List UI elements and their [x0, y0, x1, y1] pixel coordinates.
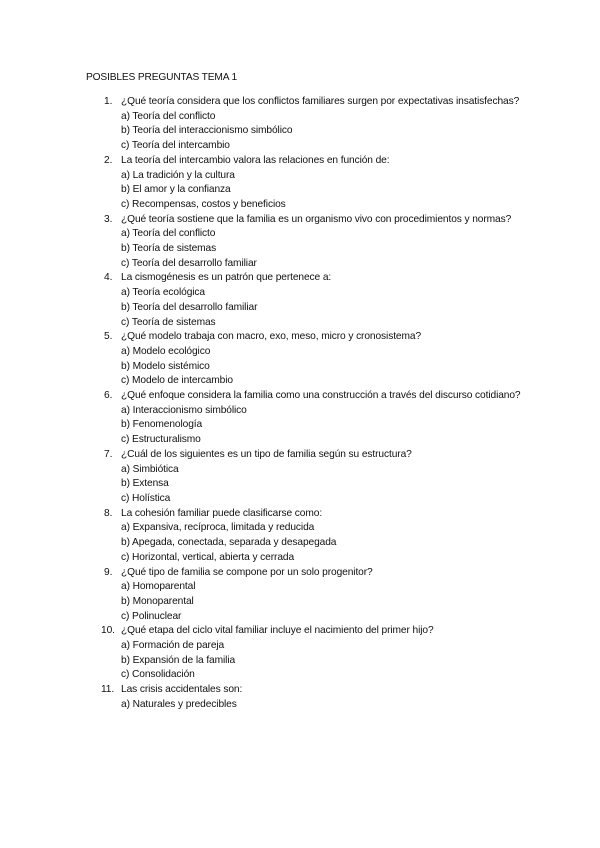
question-line	[0, 624, 521, 639]
question-item	[0, 448, 600, 507]
answer-option: b) El amor y la confianza	[121, 184, 231, 196]
question-line	[0, 448, 521, 463]
question-text: Las crisis accidentales son:	[121, 684, 243, 696]
question-text: La teoría del intercambio valora las relaciones en función de:	[121, 154, 390, 166]
option-list	[0, 521, 600, 565]
question-line	[0, 389, 521, 404]
answer-option: c) Estructuralismo	[121, 434, 201, 446]
answer-option: b) Teoría del interaccionismo simbólico	[121, 125, 293, 137]
question-item	[0, 683, 600, 712]
question-line	[0, 154, 521, 169]
answer-option: c) Teoría del desarrollo familiar	[121, 257, 257, 269]
answer-option: a) Teoría del conflicto	[121, 110, 216, 122]
question-item	[0, 213, 600, 272]
answer-option: c) Teoría de sistemas	[121, 316, 216, 328]
question-text: La cismogénesis es un patrón que pertenece a:	[121, 272, 332, 284]
question-text: ¿Cuál de los siguientes es un tipo de familia según su estructura?	[121, 448, 412, 460]
question-item	[0, 507, 600, 566]
question-number: 6.	[104, 390, 113, 402]
option-list	[0, 110, 600, 154]
question-list	[0, 95, 600, 713]
answer-option: b) Expansión de la familia	[121, 654, 236, 666]
question-text: ¿Qué tipo de familia se compone por un solo progenitor?	[121, 566, 373, 578]
document-title: POSIBLES PREGUNTAS TEMA 1	[86, 72, 237, 83]
answer-option: c) Teoría del intercambio	[121, 140, 230, 152]
option-list	[0, 639, 600, 683]
question-text: ¿Qué teoría considera que los conflictos familiares surgen por expectativas insatisfechas?	[121, 96, 520, 107]
question-number: 2.	[104, 154, 113, 166]
question-line	[0, 213, 521, 228]
question-text: La cohesión familiar puede clasificarse como:	[121, 507, 323, 519]
question-number: 10.	[101, 625, 115, 637]
answer-option: a) Teoría del conflicto	[121, 228, 216, 240]
answer-option: a) La tradición y la cultura	[121, 169, 235, 181]
question-item	[0, 330, 600, 389]
answer-option: c) Polinuclear	[121, 610, 182, 622]
question-line	[0, 683, 521, 698]
answer-option: c) Horizontal, vertical, abierta y cerrada	[121, 551, 295, 563]
question-number: 3.	[104, 213, 113, 225]
question-text: ¿Qué enfoque considera la familia como una construcción a través del discurso cotidiano?	[121, 390, 521, 402]
question-item	[0, 566, 600, 625]
answer-option: a) Expansiva, recíproca, limitada y reducida	[121, 522, 315, 534]
answer-option: c) Modelo de intercambio	[121, 375, 233, 387]
answer-option: c) Holística	[121, 492, 171, 504]
question-item	[0, 154, 600, 213]
answer-option: a) Interaccionismo simbólico	[121, 404, 247, 416]
option-list	[0, 580, 600, 624]
question-line	[0, 330, 521, 345]
question-number: 8.	[104, 507, 113, 519]
option-list	[0, 227, 600, 271]
question-line	[0, 95, 521, 110]
option-list	[0, 463, 600, 507]
answer-option: a) Homoparental	[121, 581, 196, 593]
question-item	[0, 389, 600, 448]
answer-option: c) Consolidación	[121, 669, 195, 681]
option-list	[0, 286, 600, 330]
question-number: 7.	[104, 448, 113, 460]
question-line	[0, 271, 521, 286]
question-item	[0, 271, 600, 330]
question-item	[0, 624, 600, 683]
option-list	[0, 698, 600, 713]
answer-option: a) Simbiótica	[121, 463, 179, 475]
option-list	[0, 404, 600, 448]
question-number: 1.	[104, 96, 113, 107]
answer-option: a) Formación de pareja	[121, 640, 225, 652]
answer-option: b) Teoría de sistemas	[121, 243, 217, 255]
answer-option: b) Teoría del desarrollo familiar	[121, 301, 258, 313]
question-number: 9.	[104, 566, 113, 578]
answer-option: b) Extensa	[121, 478, 169, 490]
answer-option: b) Modelo sistémico	[121, 360, 210, 372]
question-number: 5.	[104, 331, 113, 343]
answer-option: b) Fenomenología	[121, 419, 203, 431]
answer-option: b) Apegada, conectada, separada y desapegada	[121, 537, 337, 549]
question-number: 11.	[101, 684, 115, 696]
answer-option: b) Monoparental	[121, 595, 194, 607]
answer-option: a) Teoría ecológica	[121, 287, 205, 299]
answer-option: a) Modelo ecológico	[121, 345, 211, 357]
question-line	[0, 566, 521, 581]
option-list	[0, 169, 600, 213]
question-number: 4.	[104, 272, 113, 284]
question-item	[0, 95, 600, 154]
question-text: ¿Qué modelo trabaja con macro, exo, meso, micro y cronosistema?	[121, 331, 422, 343]
answer-option: a) Naturales y predecibles	[121, 698, 237, 710]
option-list	[0, 345, 600, 389]
question-text: ¿Qué etapa del ciclo vital familiar incluye el nacimiento del primer hijo?	[121, 625, 434, 637]
answer-option: c) Recompensas, costos y beneficios	[121, 198, 286, 210]
question-text: ¿Qué teoría sostiene que la familia es un organismo vivo con procedimientos y normas?	[121, 213, 512, 225]
question-line	[0, 507, 521, 522]
